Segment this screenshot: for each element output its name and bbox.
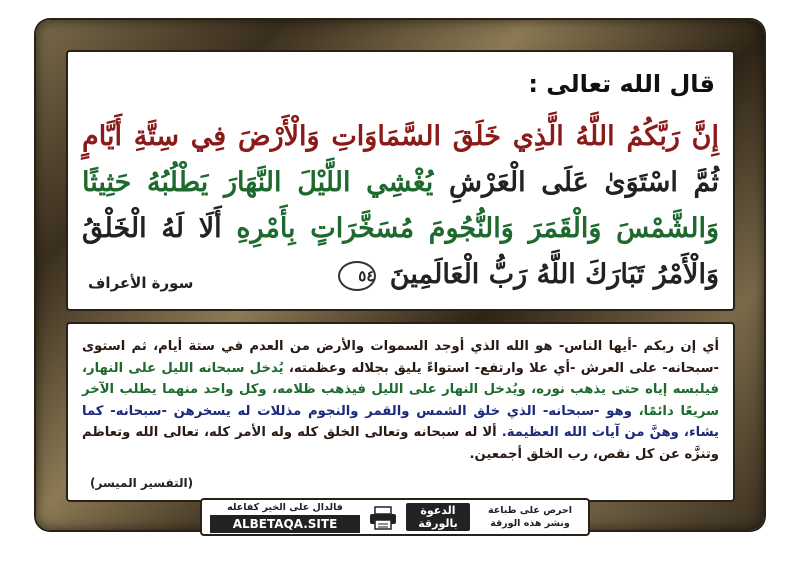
verse-part-1: إِنَّ رَبَّكُمُ اللَّهُ الَّذِي خَلَقَ السَّمَاوَاتِ وَالْأَرْضَ فِي سِتَّةِ أَيَّامٍ [82,121,719,152]
footer-site-block [210,502,360,533]
verse-part-3: يُغْشِي اللَّيْلَ النَّهَارَ يَطْلُبُهُ حَثِيثًا وَالشَّمْسَ وَالْقَمَرَ وَالنُّجُومَ مُسَخَّرَاتٍ بِأَمْرِهِ [82,167,719,244]
printer-icon [368,506,398,530]
print-note: احرص على طباعة ونشر هذه الورقة [487,505,573,529]
brand-logo: الدعوة بالورقة [406,503,470,531]
footer-slogan: فالدال على الخير كفاعله [227,502,343,513]
tafsir-sentence-2: يُدخل سبحانه الليل على النهار، فيلبسه إياه حتى يذهب نوره، ويُدخل النهار على الليل فيذهب ظلامه، وكل واحد منهما يطلب الآخر سريعًا دائمًا، [82,360,719,419]
ayah-number: ٥٤ [338,261,376,291]
tafsir-sentence-4: ألا له سبحانه وتعالى الخلق كله وله الأمر كله، تعالى الله وتعاظم وتنزَّه عن كل نقص، رب الخلق أجمعين. [82,425,719,462]
tafsir-sentence-1: أي إن ربكم -أيها الناس- هو الله الذي أوجد السموات والأرض من العدم في ستة أيام، ثم استوى -سبحانه- على العرش -أي علا وارتفع- استواءً يليق بجلاله وعظمته، [82,339,720,376]
tafsir-text [82,336,719,465]
verse-heading: قال الله تعالى : [528,70,715,98]
tafsir-source: (التفسير الميسر) [90,476,194,490]
quran-verse [82,114,719,298]
footer-banner [200,498,590,536]
tafsir-sentence-3: وهو -سبحانه- الذي خلق الشمس والقمر والنجوم مذللات له يسخرهن -سبحانه- كما يشاء، وهنَّ من آيات الله العظيمة. [82,403,720,440]
tafsir-panel [66,322,735,502]
site-link[interactable]: ALBETAQA.SITE [210,515,360,533]
surah-name: سورة الأعراف [88,274,194,292]
verse-panel [66,50,735,311]
verse-part-2: ثُمَّ اسْتَوَىٰ عَلَى الْعَرْشِ [448,167,720,198]
verse-part-4: أَلَا لَهُ الْخَلْقُ وَالْأَمْرُ تَبَارَكَ اللَّهُ رَبُّ الْعَالَمِينَ [82,213,719,290]
